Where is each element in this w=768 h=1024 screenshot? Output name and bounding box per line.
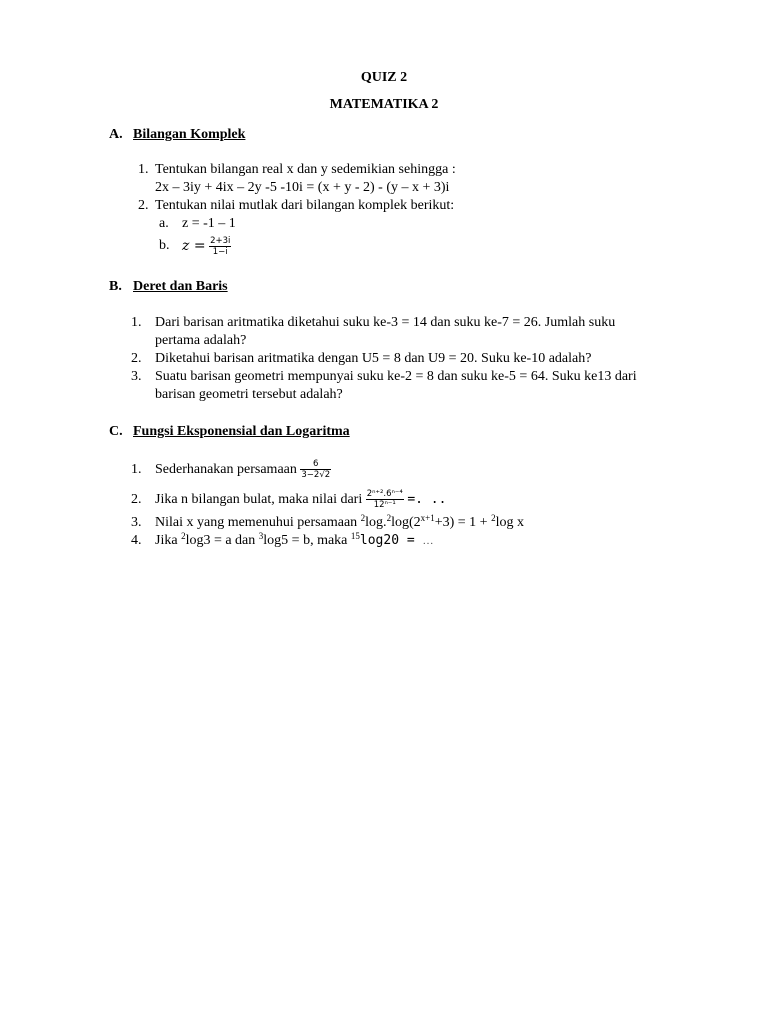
section-b-title: Deret dan Baris [133, 279, 228, 294]
section-b-q3-line2: barisan geometri tersebut adalah? [155, 387, 343, 402]
section-b-q1-line1: Dari barisan aritmatika diketahui suku ke-3 = 14 dan suku ke-7 = 26. Jumlah suku [155, 315, 616, 330]
section-c-q4-number: 4. [131, 533, 142, 548]
section-c-q4-sup-2: 3 [258, 531, 264, 541]
section-c-q4-part-b: log3 = a dan [185, 533, 259, 548]
section-c-q1-numerator: 6 [300, 459, 331, 470]
section-c-q1-denominator: 3−2√2 [301, 470, 331, 481]
sub-item-b-lhs: z = [182, 238, 206, 254]
section-c-q3-text [155, 514, 524, 532]
section-c-q2-fraction [366, 489, 404, 510]
section-b-q3-number: 3. [131, 369, 142, 384]
sub-item-a-label: a. [159, 216, 169, 231]
section-a-q1-number: 1. [138, 162, 149, 177]
section-c-q4-sup-1: 2 [181, 531, 186, 541]
section-c-q1-text: Sederhanakan persamaan [155, 462, 297, 477]
section-c-q2-numerator: 2ⁿ⁺².6ⁿ⁻⁴ [366, 489, 403, 500]
section-c-q4-sup-3: 15 [350, 531, 360, 541]
section-c-q4-part-d: log20 = [359, 533, 423, 548]
section-a-q1-equation: 2x – 3iy + 4ix – 2y -5 -10i = (x + y - 2) - (y – x + 3)i [155, 180, 450, 195]
sub-item-b-fraction [209, 236, 231, 257]
sub-item-a-text: z = -1 – 1 [182, 216, 236, 231]
section-b-q1-number: 1. [131, 315, 142, 330]
section-c-q2-tail: =. .. [407, 492, 447, 507]
section-c-q4-part-a: Jika [155, 533, 182, 548]
section-c-q3-sup-1: 2 [360, 513, 366, 523]
sub-item-b-numerator: 2+3i [210, 236, 231, 247]
sub-item-b-formula [182, 227, 231, 266]
section-c-q3-part-a: Nilai x yang memenuhui persamaan [155, 515, 361, 530]
section-b-q1-line2: pertama adalah? [155, 333, 247, 348]
quiz-subtitle: MATEMATIKA 2 [329, 97, 439, 112]
section-c-letter: C. [109, 424, 123, 439]
section-c-title: Fungsi Eksponensial dan Logaritma [133, 424, 350, 439]
section-c-q3-sup-2: 2 [386, 513, 392, 523]
section-c-q1-fraction [300, 459, 331, 480]
section-a-q1-text: Tentukan bilangan real x dan y sedemikian sehingga : [155, 162, 456, 177]
section-c-q3-sup-4: 2 [491, 513, 496, 523]
section-b-q2-line1: Diketahui barisan aritmatika dengan U5 = 8 dan U9 = 20. Suku ke-10 adalah? [155, 351, 592, 366]
sub-item-b-denominator: 1−i [212, 247, 228, 258]
section-c-q2-denominator: 12ⁿ⁻¹ [373, 500, 396, 511]
section-c-q4-part-c: log5 = b, maka [263, 533, 351, 548]
section-c-q3-part-c: log(2 [391, 515, 421, 530]
section-b-letter: B. [109, 279, 122, 294]
section-c-q3-number: 3. [131, 515, 142, 530]
section-c-q3-part-b: log. [365, 515, 387, 530]
quiz-title: QUIZ 2 [360, 70, 408, 85]
section-c-q3-part-d: +3) = 1 + [434, 515, 492, 530]
section-c-q4-text [155, 532, 434, 550]
section-a-q2-text: Tentukan nilai mutlak dari bilangan komplek berikut: [155, 198, 455, 213]
section-b-q2-number: 2. [131, 351, 142, 366]
section-c-q4-ellipsis: … [422, 535, 434, 547]
sub-item-b-label: b. [159, 238, 170, 253]
section-c-q2-number: 2. [131, 492, 142, 507]
section-c-q3-sup-3: x+1 [420, 513, 435, 523]
section-a-title: Bilangan Komplek [133, 127, 246, 142]
section-a-q2-number: 2. [138, 198, 149, 213]
section-c-q2-text: Jika n bilangan bulat, maka nilai dari [155, 492, 363, 507]
section-c-q1-number: 1. [131, 462, 142, 477]
section-a-letter: A. [109, 127, 123, 142]
section-b-q3-line1: Suatu barisan geometri mempunyai suku ke-2 = 8 dan suku ke-5 = 64. Suku ke13 dari [155, 369, 637, 384]
section-c-q3-part-e: log x [495, 515, 524, 530]
